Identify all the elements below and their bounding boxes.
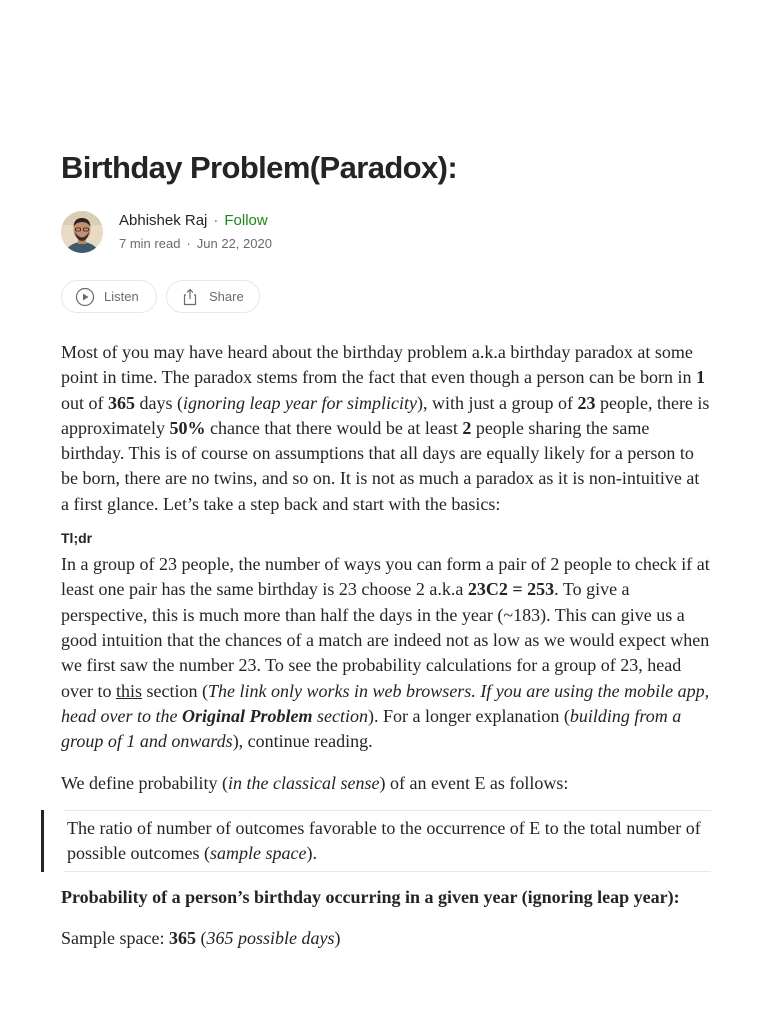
share-label: Share [209,289,244,304]
read-time: 7 min read [119,236,181,251]
sample-space-line: Sample space: 365 (365 possible days) [61,927,341,948]
section-subheading: Probability of a person’s birthday occurring in a given year (ignoring leap year): [61,887,680,908]
avatar-image [61,211,103,253]
definition-paragraph: We define probability (in the classical sense) of an event E as follows: [61,773,569,794]
meta-separator: · [186,236,191,251]
article-meta [119,236,272,251]
listen-label: Listen [104,289,139,304]
listen-button[interactable] [61,280,157,313]
intro-paragraph: Most of you may have heard about the birthday problem a.k.a birthday paradox at some point in time. The paradox stems from the fact that even though a person can be born in 1 out of 365 days (ignoring leap year for simplicity), with just a group of 23 people, there is approximately 50% chance that there would be at least 2 people sharing the same birthday. This is of course on assumptions that all days are equally likely for a person to be born, there are no twins, and so on. It is not as much a paradox as it is non-intuitive at a first glance. Let’s take a step back and start with the basics: [61,342,710,514]
tldr-heading: Tl;dr [61,530,93,547]
author-line [119,212,268,229]
author-row [61,210,461,254]
action-bar [61,280,361,316]
play-circle-icon [74,286,96,308]
article-body [61,340,711,951]
follow-button[interactable]: Follow [224,212,268,229]
share-icon [179,286,201,308]
tldr-paragraph: In a group of 23 people, the number of ways you can form a pair of 2 people to check if at least one pair has the same birthday is 23 choose 2 a.k.a 23C2 = 253. To give a perspective, this is much more than half the days in the year (~183). This can give us a good intuition that the chances of a match are indeed not as low as we would expect when we first saw the number 23. To see the probability calculations for a group of 23, head over to this section (The link only works in web browsers. If you are using the mobile app, head over to the Original Problem section). For a longer explanation (building from a group of 1 and onwards), continue reading. [61,554,710,752]
author-separator: · [213,212,219,229]
share-button[interactable] [166,280,260,313]
author-avatar[interactable] [61,211,103,253]
publish-date: Jun 22, 2020 [196,236,272,251]
definition-blockquote: The ratio of number of outcomes favorable to the occurrence of E to the total number of possible outcomes (sample space). [41,810,711,873]
article-title: Birthday Problem(Paradox): [61,150,458,185]
this-section-link[interactable]: this [115,680,142,701]
author-name[interactable]: Abhishek Raj [119,212,208,229]
